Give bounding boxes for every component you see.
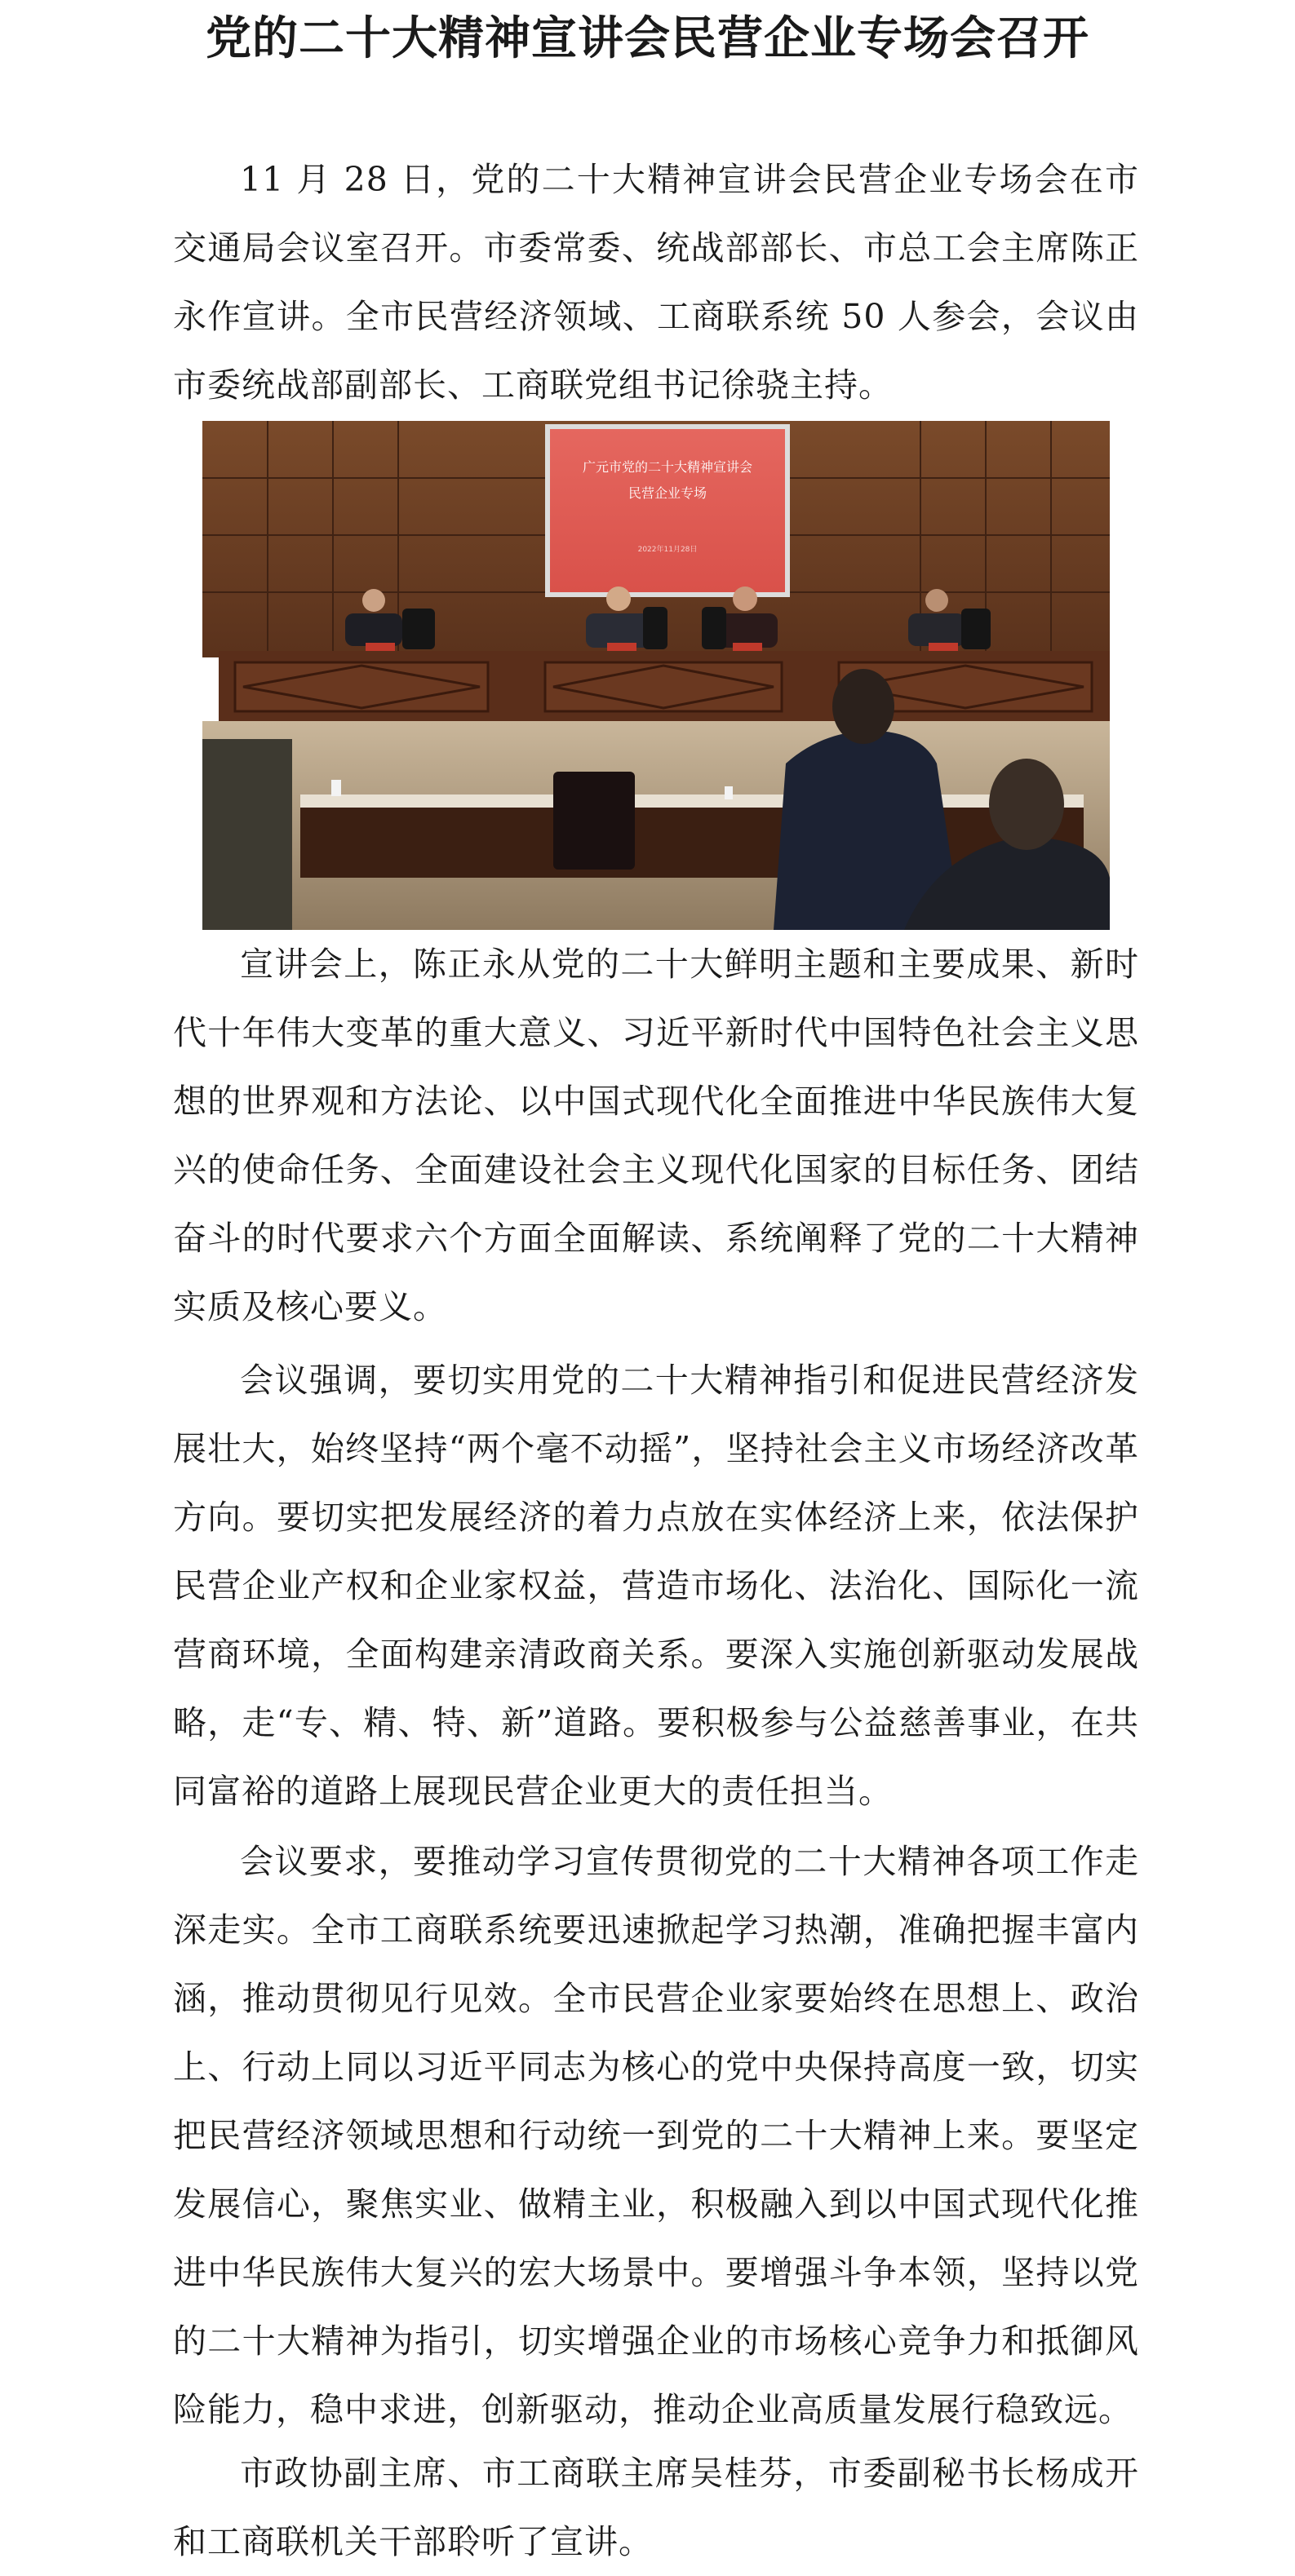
table-panels	[235, 662, 1092, 711]
paragraph-1: 11 月 28 日，党的二十大精神宣讲会民营企业专场会在市交通局会议室召开。市委常委、统战部部长、市总工会主席陈正永作宣讲。全市民营经济领域、工商联系统 50 人参会，会议由市委统战部副部长、工商联党组书记徐骁主持。	[173, 160, 1139, 405]
paragraph-2: 宣讲会上，陈正永从党的二十大鲜明主题和主要成果、新时代十年伟大变革的重大意义、习近平新时代中国特色社会主义思想的世界观和方法论、以中国式现代化全面推进中华民族伟大复兴的使命任务、全面建设社会主义现代化国家的目标任务、团结奋斗的时代要求六个方面全面解读、系统阐释了党的二十大精神实质及核心要义。	[173, 945, 1139, 1326]
projection-screen	[550, 429, 785, 592]
side-person	[202, 739, 292, 930]
screen-text-2: 民营企业专场	[628, 485, 707, 501]
meeting-photo	[202, 421, 1110, 930]
table-top	[300, 794, 1084, 808]
paragraph-3: 会议强调，要切实用党的二十大精神指引和促进民营经济发展壮大，始终坚持“两个毫不动摇”，坚持社会主义市场经济改革方向。要切实把发展经济的着力点放在实体经济上来，依法保护民营企业产权和企业家权益，营造市场化、法治化、国际化一流营商环境，全面构建亲清政商关系。要深入实施创新驱动发展战略，走“专、精、特、新”道路。要积极参与公益慈善事业，在共同富裕的道路上展现民营企业更大的责任担当。	[173, 1361, 1139, 1811]
screen-date: 2022年11月28日	[637, 546, 698, 554]
meeting-photo-graphic	[202, 421, 1110, 930]
paragraph-4: 会议要求，要推动学习宣传贯彻党的二十大精神各项工作走深走实。全市工商联系统要迅速掀起学习热潮，准确把握丰富内涵，推动贯彻见行见效。全市民营企业家要始终在思想上、政治上、行动上同以习近平同志为核心的党中央保持高度一致，切实把民营经济领域思想和行动统一到党的二十大精神上来。要坚定发展信心，聚焦实业、做精主业，积极融入到以中国式现代化推进中华民族伟大复兴的宏大场景中。要增强斗争本领，坚持以党的二十大精神为指引，切实增强企业的市场核心竞争力和抵御风险能力，稳中求进，创新驱动，推动企业高质量发展行稳致远。	[173, 1842, 1139, 2429]
article-title: 党的二十大精神宣讲会民营企业专场会召开	[206, 12, 1089, 65]
screen-text-1: 广元市党的二十大精神宣讲会	[582, 459, 753, 475]
paragraph-5: 市政协副主席、市工商联主席吴桂芬，市委副秘书长杨成开和工商联机关干部聆听了宣讲。	[173, 2454, 1139, 2561]
